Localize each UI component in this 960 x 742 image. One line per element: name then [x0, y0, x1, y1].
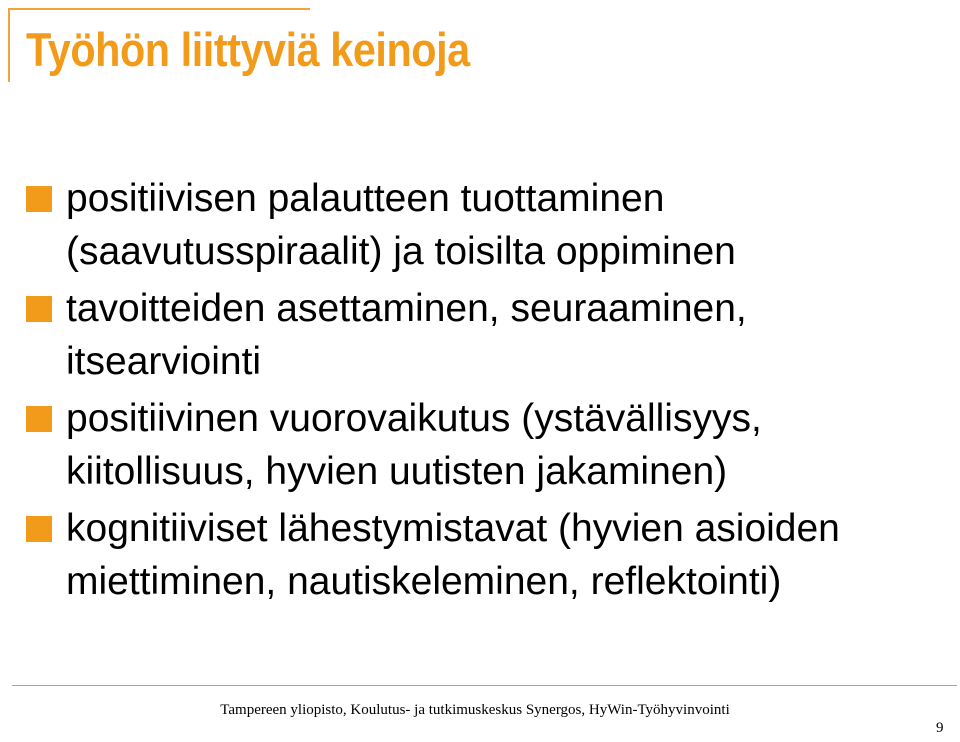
square-bullet-icon	[26, 516, 52, 542]
bullet-text: tavoitteiden asettaminen, seuraaminen, itsearviointi	[66, 287, 747, 383]
page-number: 9	[936, 720, 944, 736]
bullet-text: positiivisen palautteen tuottaminen (saavutusspiraalit) ja toisilta oppiminen	[66, 177, 736, 273]
bullet-text: positiivinen vuorovaikutus (ystävällisyys, kiitollisuus, hyvien uutisten jakaminen)	[66, 397, 762, 493]
bullet-item	[26, 502, 951, 608]
bullet-text: kognitiiviset lähestymistavat (hyvien asioiden miettiminen, nautiskeleminen, reflektointi)	[66, 507, 840, 603]
square-bullet-icon	[26, 406, 52, 432]
square-bullet-icon	[26, 296, 52, 322]
square-bullet-icon	[26, 186, 52, 212]
bullet-item	[26, 172, 951, 278]
slide-title: Työhön liittyviä keinoja	[26, 23, 470, 76]
bullet-list	[26, 172, 951, 612]
footer-divider	[12, 685, 957, 686]
bullet-item	[26, 392, 951, 498]
bullet-item	[26, 282, 951, 388]
footer-text: Tampereen yliopisto, Koulutus- ja tutkimuskeskus Synergos, HyWin-Työhyvinvointi	[220, 702, 730, 718]
